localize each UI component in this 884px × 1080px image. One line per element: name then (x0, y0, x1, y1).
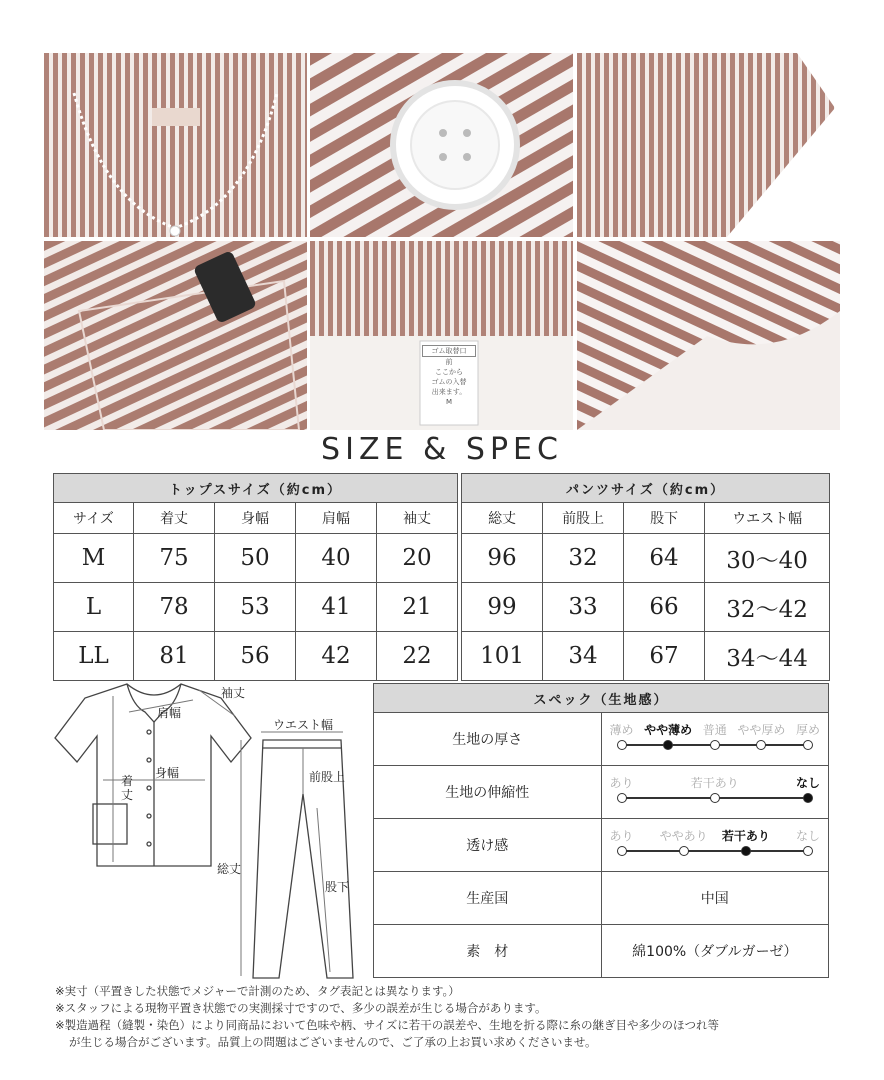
scale (609, 819, 821, 871)
column-header: 袖丈 (377, 503, 458, 534)
value-cell: 30〜40 (705, 534, 830, 583)
thickness-scale (601, 713, 829, 766)
column-header: サイズ (54, 503, 134, 534)
value-cell: 42 (296, 632, 377, 681)
scale (609, 713, 821, 765)
scale-option-label: 厚め (795, 723, 821, 737)
length-label: 着 (121, 774, 134, 788)
value-cell: 64 (624, 534, 705, 583)
value-cell: 67 (624, 632, 705, 681)
scale-option-label: 薄め (609, 723, 634, 737)
spec-row-thickness (374, 713, 829, 766)
tag-line: 前 (445, 358, 453, 366)
scale-dot (617, 846, 627, 856)
spec-row-stretch (374, 766, 829, 819)
scale-option-label: なし (795, 776, 821, 790)
scale-option-label: あり (609, 776, 634, 790)
spec-row-material (374, 925, 829, 978)
spec-label: 生地の厚さ (374, 713, 602, 766)
value-cell: 22 (377, 632, 458, 681)
note-line: ※スタッフによる現物平置き状態での実測採寸ですので、多少の誤差が生じる場合があります。 (55, 1001, 547, 1015)
scale-option-label: 若干あり (721, 829, 770, 843)
origin-value: 中国 (601, 872, 829, 925)
column-header: ウエスト幅 (705, 503, 830, 534)
value-cell: 56 (215, 632, 296, 681)
scale-option-label: やや薄め (644, 723, 693, 737)
scale-dot (741, 846, 751, 856)
sleeve-label: 袖丈 (221, 686, 246, 700)
material-value: 綿100%（ダブルガーゼ） (601, 925, 829, 978)
value-cell: 32 (543, 534, 624, 583)
photo-waist (310, 241, 573, 430)
size-cell: M (54, 534, 134, 583)
value-cell: 75 (134, 534, 215, 583)
scale (609, 766, 821, 818)
value-cell: 50 (215, 534, 296, 583)
waist-label: ウエスト幅 (273, 718, 334, 732)
table-row (54, 583, 830, 632)
photo-button (310, 53, 573, 237)
column-header: 身幅 (215, 503, 296, 534)
value-cell: 40 (296, 534, 377, 583)
scale-dot (803, 793, 813, 803)
column-header: 前股上 (543, 503, 624, 534)
total-length-label: 総丈 (217, 862, 242, 876)
value-cell: 41 (296, 583, 377, 632)
spec-row-origin (374, 872, 829, 925)
rise-label: 前股上 (309, 770, 346, 784)
scale-dot (710, 740, 720, 750)
scale-dot (710, 793, 720, 803)
tag-line: M (445, 398, 453, 406)
tag-line: 出来ます。 (431, 388, 467, 396)
scale-dot (663, 740, 673, 750)
scale-option-label: なし (795, 829, 821, 843)
scale-dot (756, 740, 766, 750)
column-header: 着丈 (134, 503, 215, 534)
column-header-row (54, 503, 830, 534)
tag-line: ゴムの入替 (431, 378, 467, 386)
scale-option-label: 普通 (702, 723, 727, 737)
value-cell: 53 (215, 583, 296, 632)
pants-size-header: パンツサイズ（約cm） (462, 474, 830, 503)
spec-label: 生地の伸縮性 (374, 766, 602, 819)
length-label-2: 丈 (121, 788, 134, 802)
value-cell: 96 (462, 534, 543, 583)
scale-dot (617, 740, 627, 750)
value-cell: 34〜44 (705, 632, 830, 681)
scale-option-label: やや厚め (737, 723, 786, 737)
scale-line (622, 850, 809, 852)
size-cell: L (54, 583, 134, 632)
value-cell: 66 (624, 583, 705, 632)
scale-dot (803, 846, 813, 856)
value-cell: 32〜42 (705, 583, 830, 632)
spec-row-sheer (374, 819, 829, 872)
scale-option-label: ややあり (659, 829, 708, 843)
value-cell: 20 (377, 534, 458, 583)
photo-hem (577, 241, 840, 430)
spec-table (373, 683, 829, 978)
column-header: 総丈 (462, 503, 543, 534)
value-cell: 81 (134, 632, 215, 681)
stretch-scale (601, 766, 829, 819)
tops-size-header: トップスサイズ（約cm） (54, 474, 458, 503)
spec-label: 素 材 (374, 925, 602, 978)
photo-pocket (44, 241, 307, 430)
note-line: ※実寸（平置きした状態でメジャーで計測のため、タグ表記とは異なります。） (55, 984, 460, 998)
scale-dot (617, 793, 627, 803)
size-table (53, 473, 830, 681)
photo-collar (44, 53, 307, 237)
note-line: が生じる場合がございます。品質上の問題はございませんので、ご了承の上お買い求めくださいませ。 (69, 1035, 597, 1049)
tag-line: ここから (435, 368, 463, 376)
value-cell: 34 (543, 632, 624, 681)
value-cell: 21 (377, 583, 458, 632)
scale-option-label: あり (609, 829, 634, 843)
note-line: ※製造過程（縫製・染色）により同商品において色味や柄、サイズに若干の誤差や、生地を折る際に糸の継ぎ目や多少のほつれ等 (55, 1018, 719, 1032)
notes (55, 983, 845, 1051)
value-cell: 99 (462, 583, 543, 632)
scale-dot (679, 846, 689, 856)
photo-sleeve (577, 53, 840, 237)
size-cell: LL (54, 632, 134, 681)
pant-tag (422, 345, 476, 407)
sheer-scale (601, 819, 829, 872)
value-cell: 33 (543, 583, 624, 632)
spec-header: スペック（生地感） (374, 684, 829, 713)
value-cell: 101 (462, 632, 543, 681)
column-header: 肩幅 (296, 503, 377, 534)
body-width-label: 身幅 (155, 766, 180, 780)
table-row (54, 534, 830, 583)
value-cell: 78 (134, 583, 215, 632)
inseam-label: 股下 (325, 880, 350, 894)
shoulder-label: 肩幅 (157, 706, 182, 720)
spec-label: 生産国 (374, 872, 602, 925)
column-header: 股下 (624, 503, 705, 534)
scale-dot (803, 740, 813, 750)
tag-line: ゴム取替口 (422, 345, 476, 357)
measurement-diagram (45, 676, 365, 986)
scale-option-label: 若干あり (690, 776, 739, 790)
spec-label: 透け感 (374, 819, 602, 872)
table-row (54, 632, 830, 681)
page-title: SIZE & SPEC (321, 432, 563, 467)
